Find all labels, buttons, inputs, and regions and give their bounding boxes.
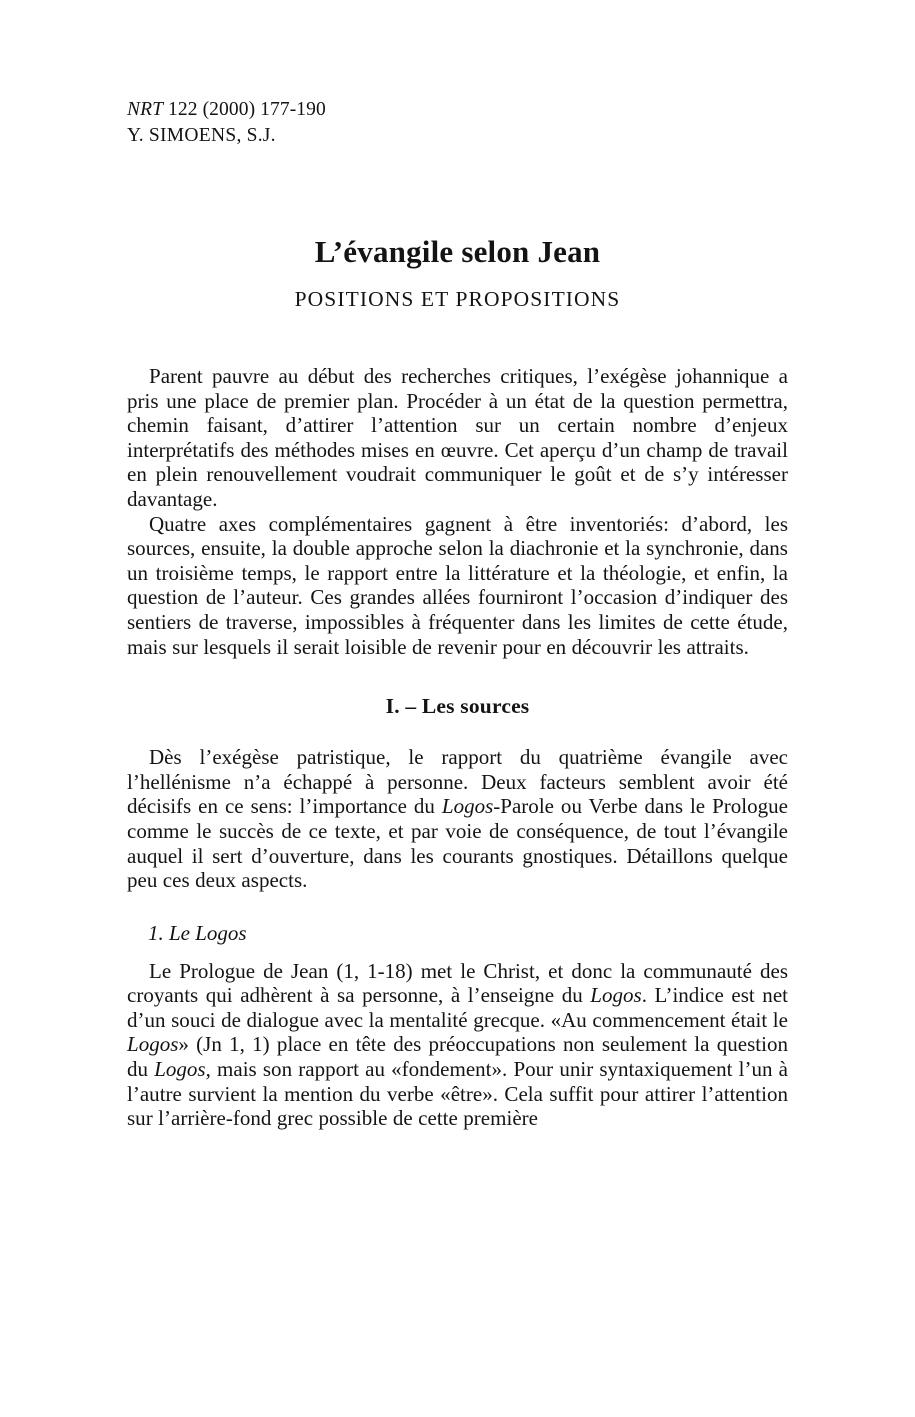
text-run: -Parole ou Verbe dans le Prologue comme le succès de ce texte, et par voie de conséquence, de tout l’évangile auquel il sert d’ouverture, dans les courants gnostiques. Détaillons quelque peu ces deux aspects. — [127, 794, 788, 893]
journal-abbreviation: NRT — [127, 99, 164, 120]
paragraph-sources-1 — [127, 745, 788, 893]
text-run: Le Prologue de Jean (1, 1-18) met le Christ, et donc la communauté des croyants qui adhèrent à sa personne, à l’enseigne du — [127, 958, 788, 1008]
italic-term-logos: Logos — [127, 1032, 179, 1057]
journal-reference-line — [127, 97, 788, 123]
author-surname: IMOENS — [159, 125, 237, 146]
subsection-heading-le-logos: 1. Le Logos — [148, 920, 247, 945]
paragraph-intro-1: Parent pauvre au début des recherches critiques, l’exégèse johannique a pris une place de premier plan. Procéder à un état de la question permettra, chemin faisant, d’attirer l’attention sur un certain nombre d’enjeux interprétatifs des méthodes mises en œuvre. Cet aperçu d’un champ de travail en plein renouvellement voudrait communiquer le goût et de s’y intéresser davantage. — [127, 364, 788, 511]
text-run: . L’indice est net d’un souci de dialogue avec la mentalité grecque. «Au commencement était le — [127, 983, 788, 1032]
italic-term-logos: Logos — [154, 1057, 206, 1082]
page-content-column — [127, 97, 788, 1131]
article-body — [127, 364, 788, 1131]
journal-issue-pages: 122 (2000) 177-190 — [163, 99, 326, 120]
section-heading-sources: I. – Les sources — [385, 694, 530, 719]
author-byline — [127, 123, 788, 149]
text-run: , mais son rapport au «fondement». Pour unir syntaxiquement l’un à l’autre survient la mention du verbe «être». Cela suffit pour attirer l’attention sur l’arrière-fond grec possible de cette première — [127, 1057, 788, 1131]
italic-term-logos: Logos — [590, 983, 642, 1008]
page-title: L’évangile selon Jean — [314, 234, 601, 269]
text-run: » (Jn 1, 1) place en tête des préoccupations non seulement la question du — [127, 1032, 788, 1082]
italic-term-logos: Logos — [441, 794, 494, 819]
paragraph-intro-2: Quatre axes complémentaires gagnent à être inventoriés: d’abord, les sources, ensuite, la double approche selon la diachronie et la synchronie, dans un troisième temps, le rapport entre la littérature et la théologie, et enfin, la question de l’auteur. Ces grandes allées fourniront l’occasion d’indiquer des sentiers de traverse, impossibles à fréquenter dans les limites de cette étude, mais sur lesquels il serait loisible de revenir pour en découvrir les attraits. — [127, 511, 788, 659]
author-initial: Y. S — [127, 125, 160, 146]
title-block — [127, 233, 788, 312]
paragraph-logos-1 — [127, 959, 788, 1131]
article-subtitle: POSITIONS ET PROPOSITIONS — [294, 287, 621, 311]
text-run: Dès l’exégèse patristique, le rapport du quatrième évangile avec l’hellénisme n’a échappé à personne. Deux facteurs semblent avoir été décisifs en ce sens: l’importance du — [127, 745, 788, 819]
author-suffix: , S.J. — [236, 125, 276, 146]
